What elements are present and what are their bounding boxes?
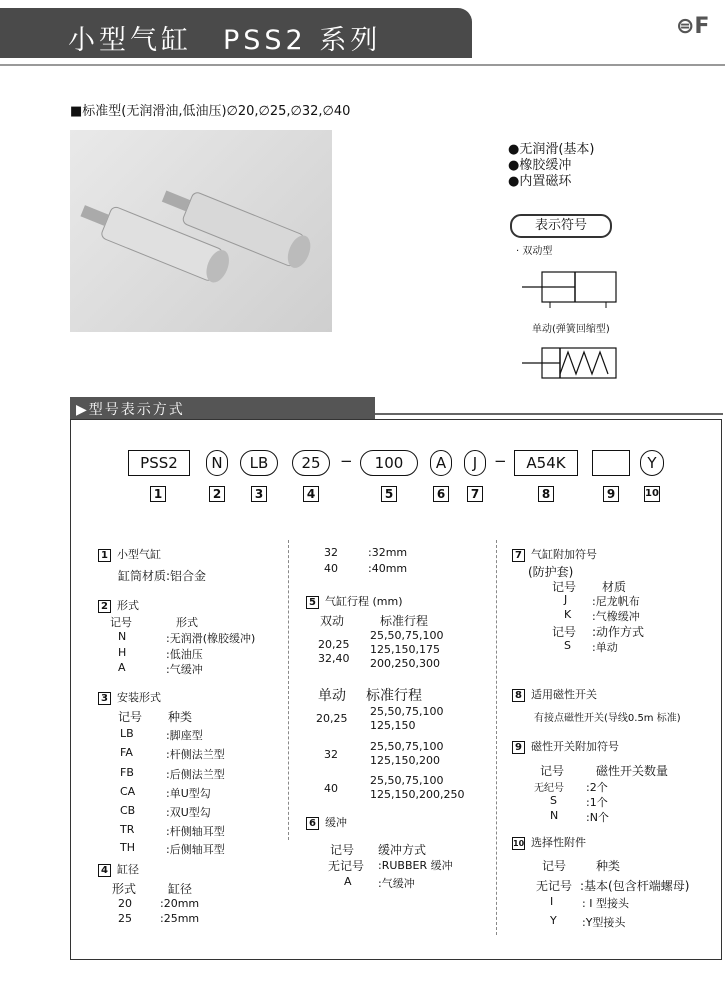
desc: :气缓冲 <box>378 877 415 890</box>
desc: 25,50,75,100 125,150,200,250 <box>370 774 465 801</box>
desc: :后侧轴耳型 <box>166 843 225 856</box>
desc: :N个 <box>586 811 609 824</box>
desc: : I 型接头 <box>582 897 629 910</box>
code: 40 <box>324 782 338 795</box>
product-photo <box>70 130 332 332</box>
code-number: 4 <box>303 486 319 502</box>
code: TR <box>120 823 135 836</box>
code: 25 <box>118 912 132 925</box>
desc: :脚座型 <box>166 729 203 742</box>
code: K <box>564 608 572 621</box>
section-8-title: 8 适用磁性开关 <box>512 686 597 702</box>
feature-item: ●内置磁环 <box>508 174 572 189</box>
column-divider <box>496 540 497 935</box>
section-3-title: 3 安装形式 <box>98 689 161 705</box>
symbol-double-label: · 双动型 <box>516 246 553 257</box>
col-header: 形式 <box>176 616 198 629</box>
col-header: 记号 <box>552 625 577 639</box>
col-header: :动作方式 <box>592 625 645 639</box>
desc: :无润滑(橡胶缓冲) <box>166 632 256 645</box>
col-header: 形式 <box>112 882 137 896</box>
code: TH <box>120 841 135 854</box>
section-2-title: 2 形式 <box>98 597 139 613</box>
desc: :后侧法兰型 <box>166 768 225 781</box>
code-dash: − <box>494 452 507 470</box>
section-10-title: 10 选择性附件 <box>513 836 586 849</box>
code: Y <box>550 914 557 927</box>
code-number: 7 <box>467 486 483 502</box>
code-switch-qty <box>592 450 630 476</box>
section-9-title: 9 磁性开关附加符号 <box>512 738 619 754</box>
section-title: ▶型号表示方式 <box>76 402 185 418</box>
code-number: 2 <box>209 486 225 502</box>
desc: :杆侧轴耳型 <box>166 825 225 838</box>
col-header: 标准行程 <box>366 688 422 704</box>
brand-logo: ⊜F <box>676 14 710 39</box>
desc: :杆侧法兰型 <box>166 748 225 761</box>
section-7-title: 7 气缸附加符号 <box>512 546 597 562</box>
code: 32 <box>324 748 338 761</box>
col-header: 磁性开关数量 <box>596 764 669 778</box>
desc: :RUBBER 缓冲 <box>378 859 453 872</box>
desc: :Y型接头 <box>582 916 626 929</box>
desc: 25,50,75,100 125,150,200 <box>370 740 444 767</box>
col-header: 种类 <box>596 859 621 873</box>
code-switch: A54K <box>514 450 578 476</box>
code: N <box>550 809 559 822</box>
col-header: 记号 <box>552 580 577 594</box>
code: 无记号 <box>328 859 365 873</box>
code-option: J <box>464 450 486 476</box>
section-7-sub: (防护套) <box>528 565 574 579</box>
desc: :1个 <box>586 796 608 809</box>
code-number: 3 <box>251 486 267 502</box>
section-5-title: 5 气缸行程 (mm) <box>306 593 403 609</box>
single-acting-symbol <box>520 344 620 384</box>
col-header: 记号 <box>330 843 355 857</box>
code: 无记号 <box>536 879 573 893</box>
code: 20,25 32,40 <box>318 638 350 665</box>
section-6-title: 6 缓冲 <box>306 814 347 830</box>
code: FB <box>120 766 134 779</box>
col-header: 材质 <box>602 580 627 594</box>
symbol-title: 表示符号 <box>510 214 612 238</box>
col-header: 记号 <box>110 616 132 629</box>
desc: :单动 <box>592 641 618 654</box>
code-number: 1 <box>150 486 166 502</box>
col-header: 记号 <box>118 710 143 724</box>
page-title: 小型气缸 PSS2 系列 <box>68 25 382 56</box>
code: A <box>118 661 126 674</box>
desc: :2个 <box>586 781 608 794</box>
code-number: 9 <box>603 486 619 502</box>
code-number: 8 <box>538 486 554 502</box>
col-header: 单动 <box>318 688 346 704</box>
code: S <box>564 639 571 652</box>
code: 40 <box>324 562 338 575</box>
code: A <box>344 875 352 888</box>
desc: :低油压 <box>166 648 203 661</box>
code: LB <box>120 727 134 740</box>
section-1-sub: 缸筒材质:铝合金 <box>118 569 207 583</box>
desc: :单U型勾 <box>166 787 211 800</box>
col-header: 种类 <box>168 710 193 724</box>
code: 32 <box>324 546 338 559</box>
code: J <box>564 593 568 606</box>
col-header: 双动 <box>320 614 345 628</box>
desc: :气缓冲 <box>166 663 203 676</box>
col-header: 记号 <box>540 764 565 778</box>
header-divider <box>0 64 725 66</box>
code: N <box>118 630 127 643</box>
code-bore: 25 <box>292 450 330 476</box>
code: S <box>550 794 557 807</box>
code: FA <box>120 746 133 759</box>
section-8-sub: 有接点磁性开关(导线0.5m 标准) <box>534 713 681 724</box>
desc: :双U型勾 <box>166 806 211 819</box>
code-number: 6 <box>433 486 449 502</box>
code: 20,25 <box>316 712 348 725</box>
section-4-title: 4 缸径 <box>98 861 139 877</box>
desc: :40mm <box>368 562 408 575</box>
section-divider <box>375 413 723 415</box>
code-dash: − <box>340 452 353 470</box>
code-number: 5 <box>381 486 397 502</box>
desc: :25mm <box>160 912 200 925</box>
code-stroke: 100 <box>360 450 418 476</box>
desc: :20mm <box>160 897 200 910</box>
col-header: 记号 <box>542 859 567 873</box>
section-1-title: 1 小型气缸 <box>98 546 161 562</box>
code: 无纪号 <box>534 783 564 794</box>
feature-item: ●无润滑(基本) <box>508 142 595 157</box>
code: CB <box>120 804 136 817</box>
symbol-single-label: 单动(弹簧回缩型) <box>532 324 610 335</box>
desc: :气橡缓冲 <box>592 610 640 623</box>
code-mount: LB <box>240 450 278 476</box>
desc: :基本(包含杆端螺母) <box>580 879 690 893</box>
code-type: N <box>206 450 228 476</box>
code-cushion: A <box>430 450 452 476</box>
col-header: 标准行程 <box>380 614 429 628</box>
code: I <box>550 895 554 908</box>
feature-list <box>508 142 595 190</box>
column-divider <box>288 540 289 840</box>
code: CA <box>120 785 136 798</box>
product-subtitle: ■标准型(无润滑油,低油压)∅20,∅25,∅32,∅40 <box>70 104 351 119</box>
double-acting-symbol <box>520 268 620 308</box>
desc: :32mm <box>368 546 408 559</box>
desc: 25,50,75,100 125,150,175 200,250,300 <box>370 629 444 670</box>
code-number: 10 <box>644 486 660 502</box>
col-header: 缓冲方式 <box>378 843 427 857</box>
code-series: PSS2 <box>128 450 190 476</box>
desc: 25,50,75,100 125,150 <box>370 705 444 732</box>
code: 20 <box>118 897 132 910</box>
desc: :尼龙帆布 <box>592 595 640 608</box>
code: H <box>118 646 127 659</box>
feature-item: ●橡胶缓冲 <box>508 158 572 173</box>
code-accessory: Y <box>640 450 664 476</box>
col-header: 缸径 <box>168 882 193 896</box>
